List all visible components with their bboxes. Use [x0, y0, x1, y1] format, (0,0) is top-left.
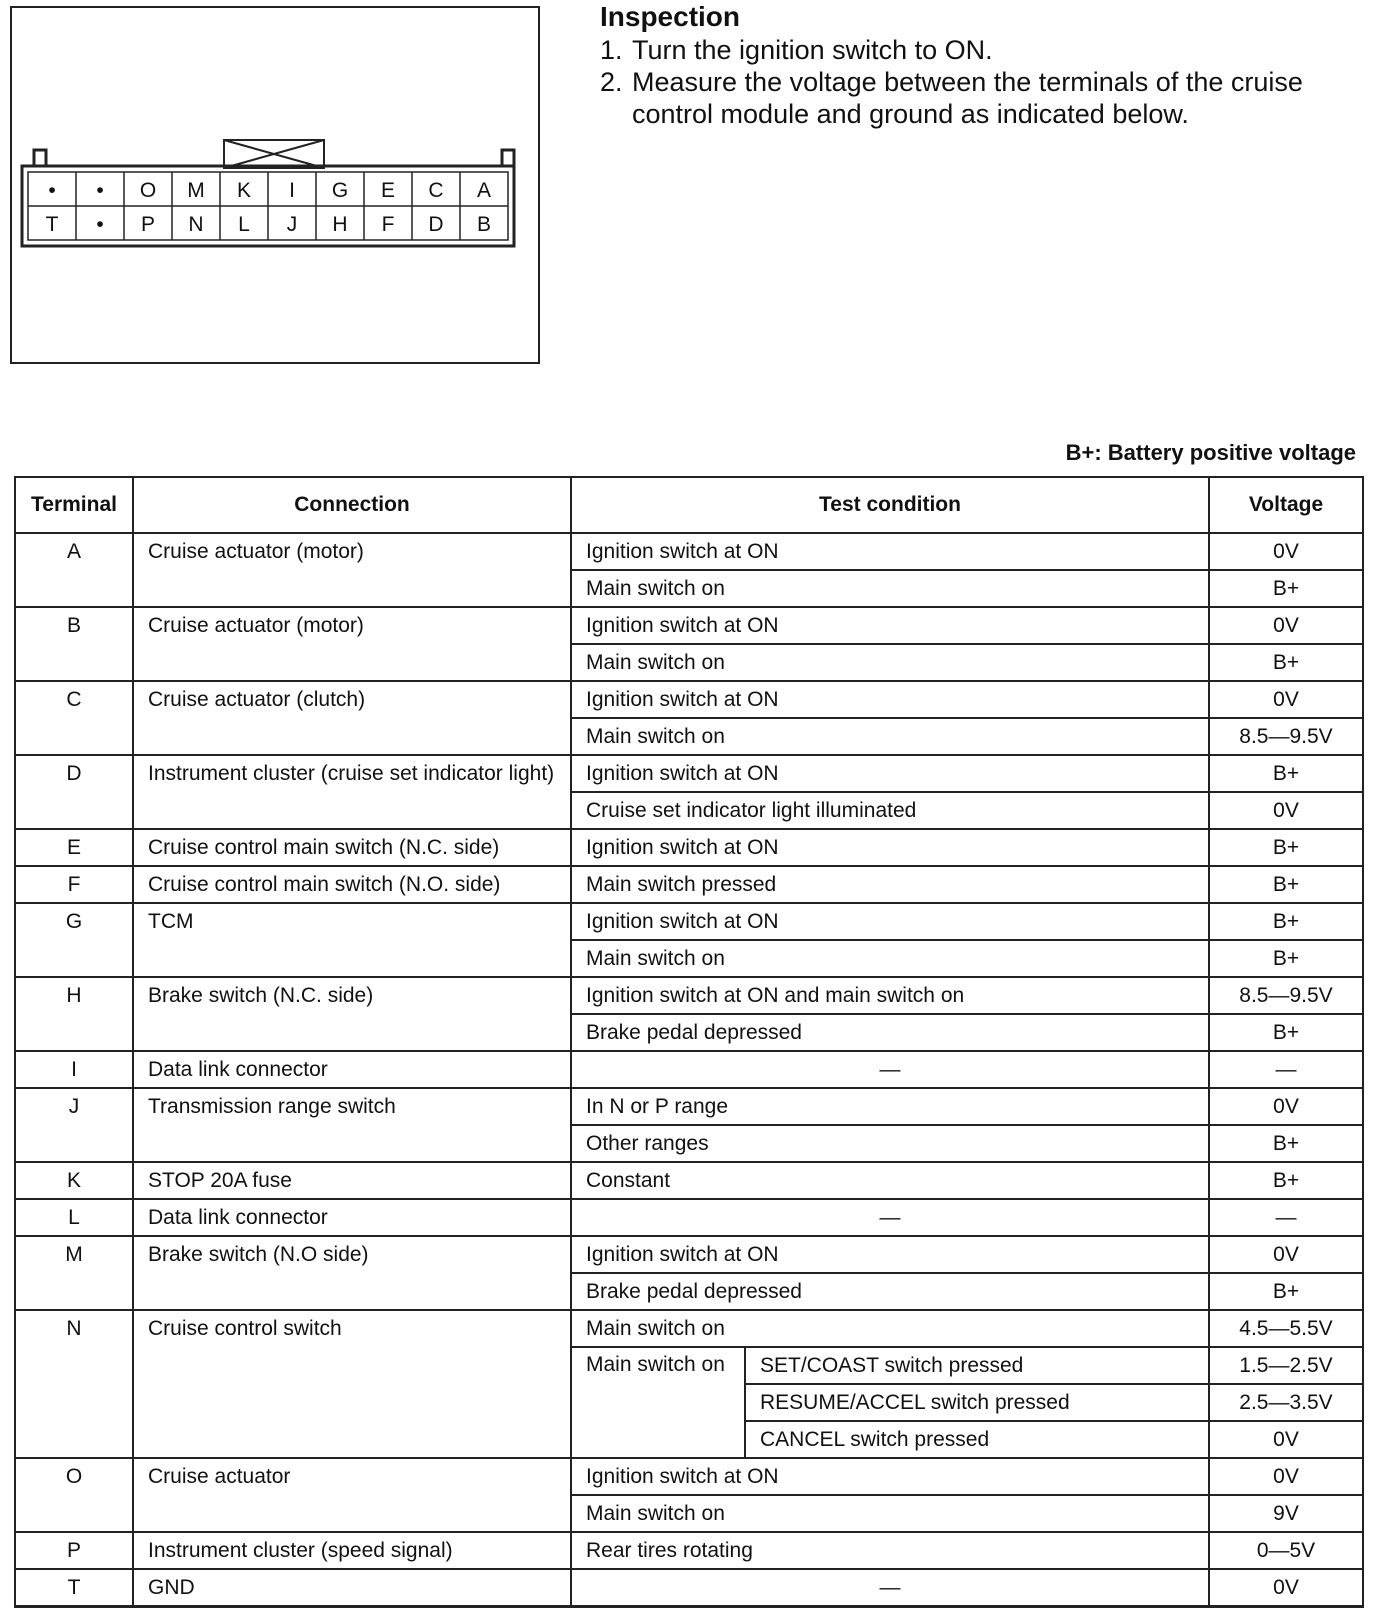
- voltage-cell: 1.5—2.5V: [1209, 1347, 1363, 1384]
- table-row: [15, 1532, 1363, 1569]
- table-row: [15, 681, 1363, 718]
- table-row: [15, 1199, 1363, 1236]
- table-row: [15, 829, 1363, 866]
- terminal-cell: I: [15, 1051, 133, 1088]
- inspection-step: [600, 34, 1360, 66]
- connection-cell: Instrument cluster (speed signal): [133, 1532, 571, 1569]
- step-text: Measure the voltage between the terminals of the cruise control module and ground as indicated below.: [632, 67, 1303, 129]
- condition-cell: Ignition switch at ON: [571, 1236, 1209, 1273]
- voltage-cell: 0V: [1209, 533, 1363, 570]
- pin-label: J: [286, 213, 298, 236]
- condition-cell: Brake pedal depressed: [571, 1014, 1209, 1051]
- condition-group-cell: Main switch on: [571, 1347, 745, 1458]
- condition-cell: Main switch on: [571, 570, 1209, 607]
- step-text: Turn the ignition switch to ON.: [632, 35, 993, 65]
- connector-face-drawing: [12, 8, 542, 366]
- voltage-cell: —: [1209, 1051, 1363, 1088]
- voltage-cell: B+: [1209, 866, 1363, 903]
- terminal-cell: F: [15, 866, 133, 903]
- table-row: [15, 1458, 1363, 1495]
- condition-cell: —: [571, 1051, 1209, 1088]
- pin-label: C: [428, 179, 444, 202]
- pin-label: •: [96, 179, 104, 202]
- voltage-cell: B+: [1209, 1273, 1363, 1310]
- voltage-cell: 4.5—5.5V: [1209, 1310, 1363, 1347]
- header-terminal: Terminal: [15, 477, 133, 533]
- header-voltage: Voltage: [1209, 477, 1363, 533]
- condition-cell: —: [571, 1199, 1209, 1236]
- pin-label: •: [96, 213, 104, 236]
- voltage-cell: 0V: [1209, 1569, 1363, 1607]
- voltage-cell: B+: [1209, 1014, 1363, 1051]
- terminal-cell: G: [15, 903, 133, 977]
- condition-cell: SET/COAST switch pressed: [745, 1347, 1209, 1384]
- voltage-cell: B+: [1209, 940, 1363, 977]
- table-row: [15, 533, 1363, 570]
- table-row: [15, 1310, 1363, 1347]
- connection-cell: GND: [133, 1569, 571, 1607]
- condition-cell: Rear tires rotating: [571, 1532, 1209, 1569]
- connection-cell: Brake switch (N.C. side): [133, 977, 571, 1051]
- terminal-cell: E: [15, 829, 133, 866]
- condition-cell: RESUME/ACCEL switch pressed: [745, 1384, 1209, 1421]
- voltage-cell: 8.5—9.5V: [1209, 718, 1363, 755]
- pin-label: B: [476, 213, 492, 236]
- table-header-row: [15, 477, 1363, 533]
- legend-note: B+: Battery positive voltage: [1065, 440, 1356, 465]
- terminal-cell: A: [15, 533, 133, 607]
- voltage-cell: 0V: [1209, 681, 1363, 718]
- condition-cell: Ignition switch at ON: [571, 1458, 1209, 1495]
- condition-cell: Main switch on: [571, 1495, 1209, 1532]
- condition-cell: Main switch on: [571, 940, 1209, 977]
- pin-label: T: [45, 213, 59, 236]
- voltage-cell: B+: [1209, 755, 1363, 792]
- connection-cell: Cruise control main switch (N.O. side): [133, 866, 571, 903]
- condition-cell: Ignition switch at ON: [571, 681, 1209, 718]
- connection-cell: Cruise actuator (motor): [133, 533, 571, 607]
- terminal-cell: L: [15, 1199, 133, 1236]
- voltage-cell: B+: [1209, 829, 1363, 866]
- condition-cell: Ignition switch at ON: [571, 607, 1209, 644]
- connection-cell: Transmission range switch: [133, 1088, 571, 1162]
- pin-label: I: [289, 179, 295, 202]
- voltage-cell: 2.5—3.5V: [1209, 1384, 1363, 1421]
- inspection-section: [600, 2, 1360, 130]
- voltage-cell: 0—5V: [1209, 1532, 1363, 1569]
- condition-cell: —: [571, 1569, 1209, 1607]
- header-test-condition: Test condition: [571, 477, 1209, 533]
- pin-label: F: [381, 213, 395, 236]
- table-row: [15, 903, 1363, 940]
- pin-label: H: [332, 213, 348, 236]
- terminal-cell: B: [15, 607, 133, 681]
- voltage-cell: 9V: [1209, 1495, 1363, 1532]
- connection-cell: STOP 20A fuse: [133, 1162, 571, 1199]
- step-number: 2.: [600, 67, 623, 97]
- pin-label: A: [476, 179, 492, 202]
- voltage-cell: 0V: [1209, 607, 1363, 644]
- condition-cell: Cruise set indicator light illuminated: [571, 792, 1209, 829]
- connection-cell: Brake switch (N.O side): [133, 1236, 571, 1310]
- voltage-cell: 0V: [1209, 1236, 1363, 1273]
- voltage-cell: 0V: [1209, 1088, 1363, 1125]
- pin-label: K: [236, 179, 252, 202]
- condition-cell: Main switch on: [571, 1310, 1209, 1347]
- table-row: [15, 607, 1363, 644]
- voltage-cell: —: [1209, 1199, 1363, 1236]
- pin-label: N: [188, 213, 204, 236]
- pin-label: E: [380, 179, 396, 202]
- pin-label: M: [187, 179, 205, 202]
- inspection-step: [600, 66, 1360, 130]
- table-row: [15, 755, 1363, 792]
- terminal-cell: M: [15, 1236, 133, 1310]
- pin-label: G: [331, 179, 349, 202]
- condition-cell: Main switch on: [571, 718, 1209, 755]
- voltage-cell: 0V: [1209, 1421, 1363, 1458]
- table-row: [15, 1051, 1363, 1088]
- terminal-cell: J: [15, 1088, 133, 1162]
- table-row: [15, 977, 1363, 1014]
- connection-cell: Cruise control main switch (N.C. side): [133, 829, 571, 866]
- pin-label: •: [48, 179, 56, 202]
- condition-cell: CANCEL switch pressed: [745, 1421, 1209, 1458]
- connection-cell: Data link connector: [133, 1199, 571, 1236]
- condition-cell: Main switch on: [571, 644, 1209, 681]
- condition-cell: Main switch pressed: [571, 866, 1209, 903]
- table-row: [15, 1088, 1363, 1125]
- voltage-cell: 8.5—9.5V: [1209, 977, 1363, 1014]
- voltage-cell: B+: [1209, 644, 1363, 681]
- condition-cell: Ignition switch at ON and main switch on: [571, 977, 1209, 1014]
- pin-label: O: [139, 179, 157, 202]
- header-connection: Connection: [133, 477, 571, 533]
- voltage-cell: 0V: [1209, 1458, 1363, 1495]
- table-row: [15, 1236, 1363, 1273]
- connection-cell: Cruise actuator (motor): [133, 607, 571, 681]
- condition-cell: In N or P range: [571, 1088, 1209, 1125]
- right-latch-icon: [502, 150, 514, 166]
- pin-label: P: [140, 213, 156, 236]
- table-row: [15, 866, 1363, 903]
- condition-cell: Ignition switch at ON: [571, 533, 1209, 570]
- condition-cell: Ignition switch at ON: [571, 829, 1209, 866]
- condition-cell: Other ranges: [571, 1125, 1209, 1162]
- connection-cell: TCM: [133, 903, 571, 977]
- terminal-cell: D: [15, 755, 133, 829]
- voltage-cell: B+: [1209, 1162, 1363, 1199]
- voltage-cell: B+: [1209, 1125, 1363, 1162]
- connection-cell: Cruise control switch: [133, 1310, 571, 1458]
- terminal-cell: C: [15, 681, 133, 755]
- connection-cell: Instrument cluster (cruise set indicator light): [133, 755, 571, 829]
- table-row: [15, 1569, 1363, 1607]
- pin-label: L: [238, 213, 250, 236]
- inspection-title: Inspection: [600, 1, 741, 32]
- pin-label: D: [428, 213, 444, 236]
- left-latch-icon: [34, 150, 46, 166]
- terminal-cell: O: [15, 1458, 133, 1532]
- inspection-steps: [600, 34, 1360, 130]
- connection-cell: Cruise actuator: [133, 1458, 571, 1532]
- voltage-cell: B+: [1209, 903, 1363, 940]
- terminal-cell: K: [15, 1162, 133, 1199]
- step-number: 1.: [600, 35, 623, 65]
- condition-cell: Constant: [571, 1162, 1209, 1199]
- connector-diagram: [10, 6, 540, 364]
- connection-cell: Data link connector: [133, 1051, 571, 1088]
- table-row: [15, 1162, 1363, 1199]
- condition-cell: Brake pedal depressed: [571, 1273, 1209, 1310]
- condition-cell: Ignition switch at ON: [571, 755, 1209, 792]
- terminal-cell: T: [15, 1569, 133, 1607]
- terminal-cell: P: [15, 1532, 133, 1569]
- terminal-voltage-table: [14, 476, 1364, 1608]
- voltage-cell: 0V: [1209, 792, 1363, 829]
- condition-cell: Ignition switch at ON: [571, 903, 1209, 940]
- terminal-cell: N: [15, 1310, 133, 1458]
- terminal-cell: H: [15, 977, 133, 1051]
- connection-cell: Cruise actuator (clutch): [133, 681, 571, 755]
- voltage-cell: B+: [1209, 570, 1363, 607]
